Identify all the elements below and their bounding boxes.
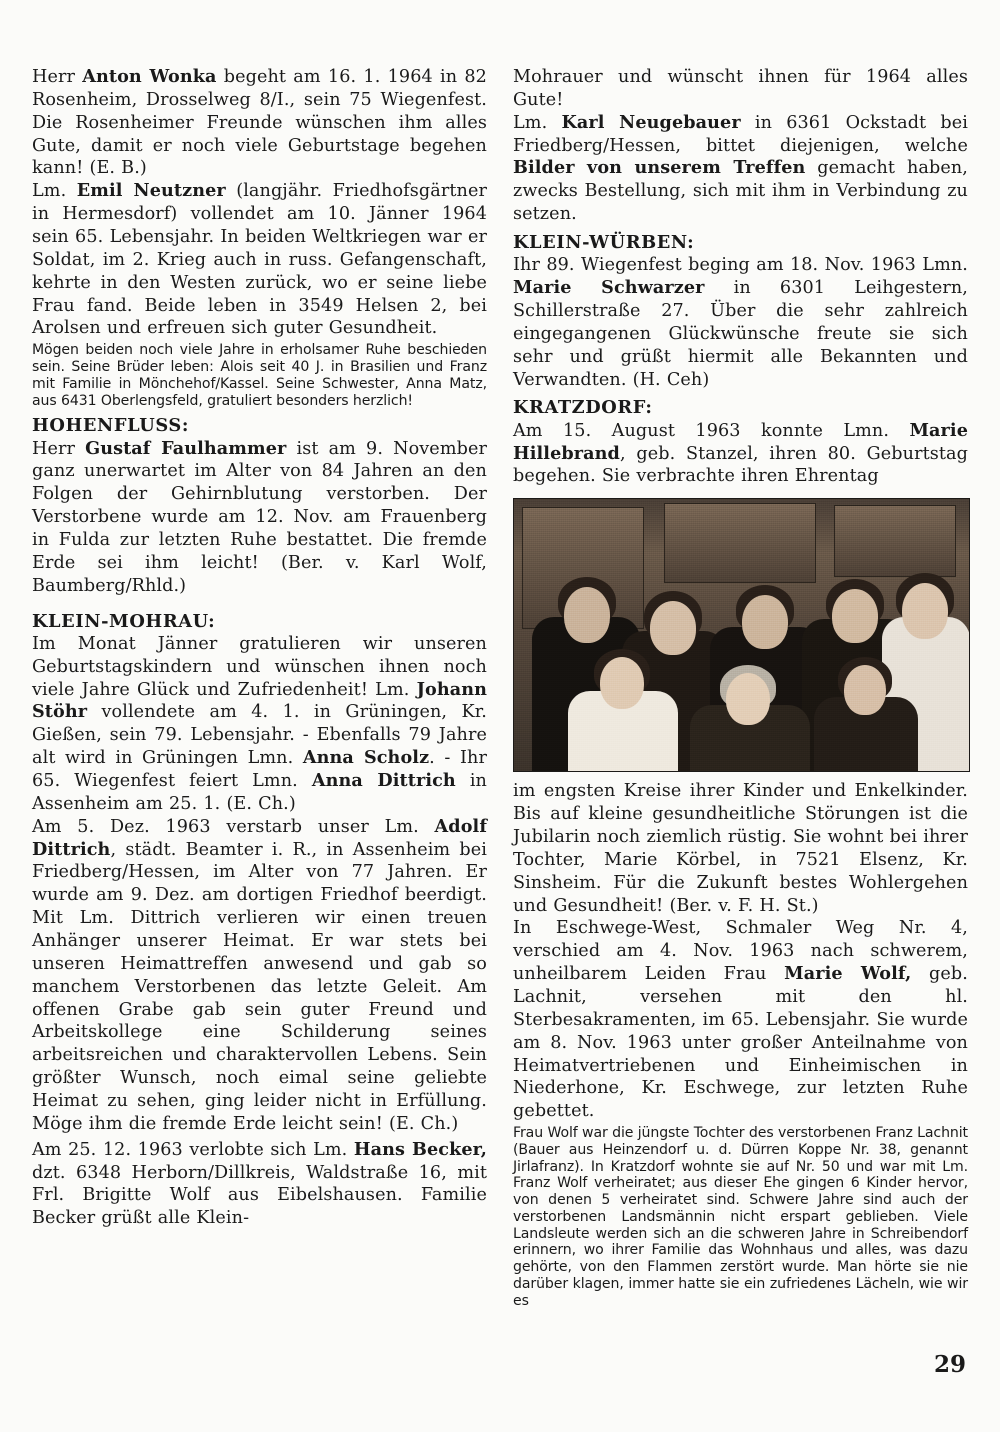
paragraph-becker-verlobung: [32, 1139, 487, 1230]
paragraph-schwarzer: [513, 254, 968, 391]
paragraph-hillebrand-continued: [513, 780, 968, 917]
text-run: Lm.: [32, 181, 77, 202]
emphasised-name: Marie Wolf,: [784, 963, 912, 985]
text-run: In Eschwege-West, Schmaler Weg Nr. 4, verschied am 4. Nov. 1963 nach schwerem, unheilbarem Leiden Frau: [513, 918, 968, 985]
text-run: dzt. 6348 Herborn/Dillkreis, Waldstraße 16, mit Frl. Brigitte Wolf aus Eibelshausen. Familie Becker grüßt alle Klein-: [32, 1162, 487, 1229]
text-run: gemacht haben, zwecks Bestellung, sich mit ihm in Verbindung zu setzen.: [513, 158, 968, 225]
emphasised-name: Marie Schwarzer: [513, 277, 705, 299]
text-run: in Assenheim am 25. 1. (E. Ch.): [32, 771, 487, 814]
paragraph-marie-wolf: [513, 917, 968, 1123]
paragraph-neugebauer: [513, 112, 968, 226]
section-heading-hohenfluss: HOHENFLUSS:: [32, 415, 190, 437]
section-heading-kratzdorf: KRATZDORF:: [513, 397, 653, 419]
text-run: , geb. Stanzel, ihren 80. Geburtstag begehen. Sie verbrachte ihren Ehrentag: [513, 443, 968, 487]
emphasised-name: Anna Dittrich: [311, 770, 456, 792]
family-group-photo: [513, 498, 970, 772]
text-run: in 6361 Ockstadt bei Friedberg/Hessen, bittet diejenigen, welche: [513, 112, 968, 156]
emphasised-name: Anna Scholz: [302, 747, 430, 769]
emphasised-name: Emil Neutzner: [76, 180, 226, 202]
text-run: Am 25. 12. 1963 verlobte sich Lm.: [32, 1139, 354, 1160]
paragraph-wonka: [32, 66, 487, 180]
paragraph-mohrauer-continued: [513, 66, 968, 112]
emphasised-name: Hans Becker,: [353, 1138, 487, 1160]
paragraph-faulhammer: [32, 438, 487, 598]
left-column: [32, 66, 487, 1314]
text-run: Am 15. August 1963 konnte Lmn.: [513, 420, 910, 441]
emphasised-name: Adolf Dittrich: [32, 815, 487, 860]
emphasised-name: Gustaf Faulhammer: [85, 437, 287, 459]
text-run: begeht am 16. 1. 1964 in 82 Rosenheim, Drosselweg 8/I., sein 75 Wiegenfest. Die Rosenheimer Freunde wünschen ihm alles Gute, damit er noch viele Geburtstage begehen kann! (E. B.): [32, 67, 487, 179]
text-run: . - Ihr 65. Wiegenfest feiert Lmn.: [32, 748, 487, 792]
text-run: Ihr 89. Wiegenfest beging am 18. Nov. 1963 Lmn.: [513, 255, 968, 276]
text-run: in 6301 Leihgestern, Schillerstraße 27. Über die sehr zahlreich eingegangenen Glückwünsche freute sie sich sehr und grüßt hiermit alle Bekannten und Verwandten. (H. Ceh): [513, 278, 968, 390]
paragraph-neutzner: [32, 180, 487, 340]
text-run: Lm.: [513, 112, 562, 133]
emphasised-name: Johann Stöhr: [32, 678, 488, 723]
text-run: im engsten Kreise ihrer Kinder und Enkelkinder. Bis auf kleine gesundheitliche Störungen ist die Jubilarin noch ziemlich rüstig. Sie wohnt bei ihrer Tochter, Marie Körbel, in 7521 Elsenz, Kr. Sinsheim. Für die Zukunft bestes Wohlergehen und Gesundheit! (Ber. v. F. H. St.): [513, 781, 968, 916]
two-column-layout: [32, 66, 968, 1314]
emphasised-name: Karl Neugebauer: [561, 111, 741, 133]
emphasised-name: Anton Wonka: [82, 66, 217, 87]
paragraph-dittrich-nachruf: [32, 816, 487, 1136]
paragraph-hillebrand: [513, 420, 968, 489]
section-heading-klein-wuerben: KLEIN-WÜRBEN:: [513, 232, 695, 254]
page-number: 29: [933, 1351, 966, 1378]
text-run: (langjähr. Friedhofsgärtner in Hermesdorf) vollendet am 10. Jänner 1964 sein 65. Lebensjahr. In beiden Weltkriegen war er Soldat, im 2. Krieg auch in russ. Gefangenschaft, kehrte in den Westen zurück, wo er seine liebe Frau fand. Beide leben in 3549 Helsen 2, bei Arolsen und erfreuen sich guter Gesundheit.: [32, 181, 487, 339]
text-run: Am 5. Dez. 1963 verstarb unser Lm.: [32, 816, 435, 837]
emphasised-name: Marie Hillebrand: [513, 419, 968, 464]
text-run: Herr: [32, 67, 83, 87]
text-run: Herr: [32, 438, 86, 459]
text-run: vollendete am 4. 1. in Grüningen, Kr. Gießen, sein 79. Lebensjahr. - Ebenfalls 79 Jahre alt wird in Grüningen Lmn.: [32, 702, 487, 769]
photo-halftone-grain: [514, 499, 969, 771]
text-run: geb. Lachnit, versehen mit den hl. Sterbesakramenten, im 65. Lebensjahr. Sie wurde am 8. Nov. 1963 unter großer Anteilnahme von Heimatvertriebenen und Einheimischen in Niederhone, Kr. Eschwege, zur letzten Ruhe gebettet.: [513, 964, 968, 1122]
emphasised-name: Bilder von unserem Treffen: [513, 157, 806, 179]
text-run: ist am 9. November ganz unerwartet im Alter von 84 Jahren an den Folgen der Gehirnblutung verstorben. Der Verstorbene wurde am 12. Nov. am Frauenberg in Fulda zur letzten Ruhe bestattet. Die fremde Erde sei ihm leicht! (Ber. v. Karl Wolf, Baumberg/Rhld.): [32, 438, 487, 596]
paragraph-januar-gratulation: [32, 633, 487, 816]
right-column: [513, 66, 968, 1314]
text-run: Mohrauer und wünscht ihnen für 1964 alles Gute!: [513, 67, 968, 110]
fine-note-left: Mögen beiden noch viele Jahre in erholsamer Ruhe beschieden sein. Seine Brüder leben: Alois seit 40 J. in Brasilien und Franz mit Familie in Mönchehof/Kassel. Seine Schwester, Anna Matz, aus 6431 Oberlengsfeld, gratuliert besonders herzlich!: [32, 342, 487, 409]
text-run: Lm.: [375, 679, 417, 700]
text-run: Im Monat Jänner gratulieren wir unseren Geburtstagskindern und wünschen ihnen noch viele Jahre Glück und Zufriedenheit!: [32, 633, 487, 700]
fine-note-right: Frau Wolf war die jüngste Tochter des verstorbenen Franz Lachnit (Bauer aus Heinzendorf u. d. Dürren Koppe Nr. 38, genannt Jirlafranz). In Kratzdorf wohnte sie auf Nr. 50 und war mit Lm. Franz Wolf verheiratet; aus dieser Ehe gingen 6 Kinder hervor, von denen 5 verheiratet sind. Schwere Jahre sind auch der verstorbenen Landsmännin nicht erspart geblieben. Viele Landsleute werden sich an die schweren Jahre in Schreibendorf erinnern, wo ihrer Familie das Wohnhaus und alles, was dazu gehörte, von den Flammen zerstört wurde. Man hörte sie nie darüber klagen, immer hatte sie ein zufriedenes Lächeln, wie wir es: [513, 1125, 968, 1309]
section-heading-klein-mohrau: KLEIN-MOHRAU:: [32, 610, 216, 632]
text-run: , städt. Beamter i. R., in Assenheim bei Friedberg/Hessen, im Alter von 77 Jahren. Er wurde am 9. Dez. am dortigen Friedhof beerdigt. Mit Lm. Dittrich verlieren wir einen treuen Anhänger unserer Heimat. Er war stets bei unseren Heimattreffen anwesend und gab so manchem Verstorbenen das letzte Geleit. Am offenen Grabe gab sein guter Freund und Arbeitskollege eine Schilderung seines arbeitsreichen und charaktervollen Lebens. Sein größter Wunsch, noch eimal seine geliebte Heimat zu sehen, ging leider nicht in Erfüllung. Möge ihm die fremde Erde leicht sein! (E. Ch.): [32, 839, 487, 1134]
